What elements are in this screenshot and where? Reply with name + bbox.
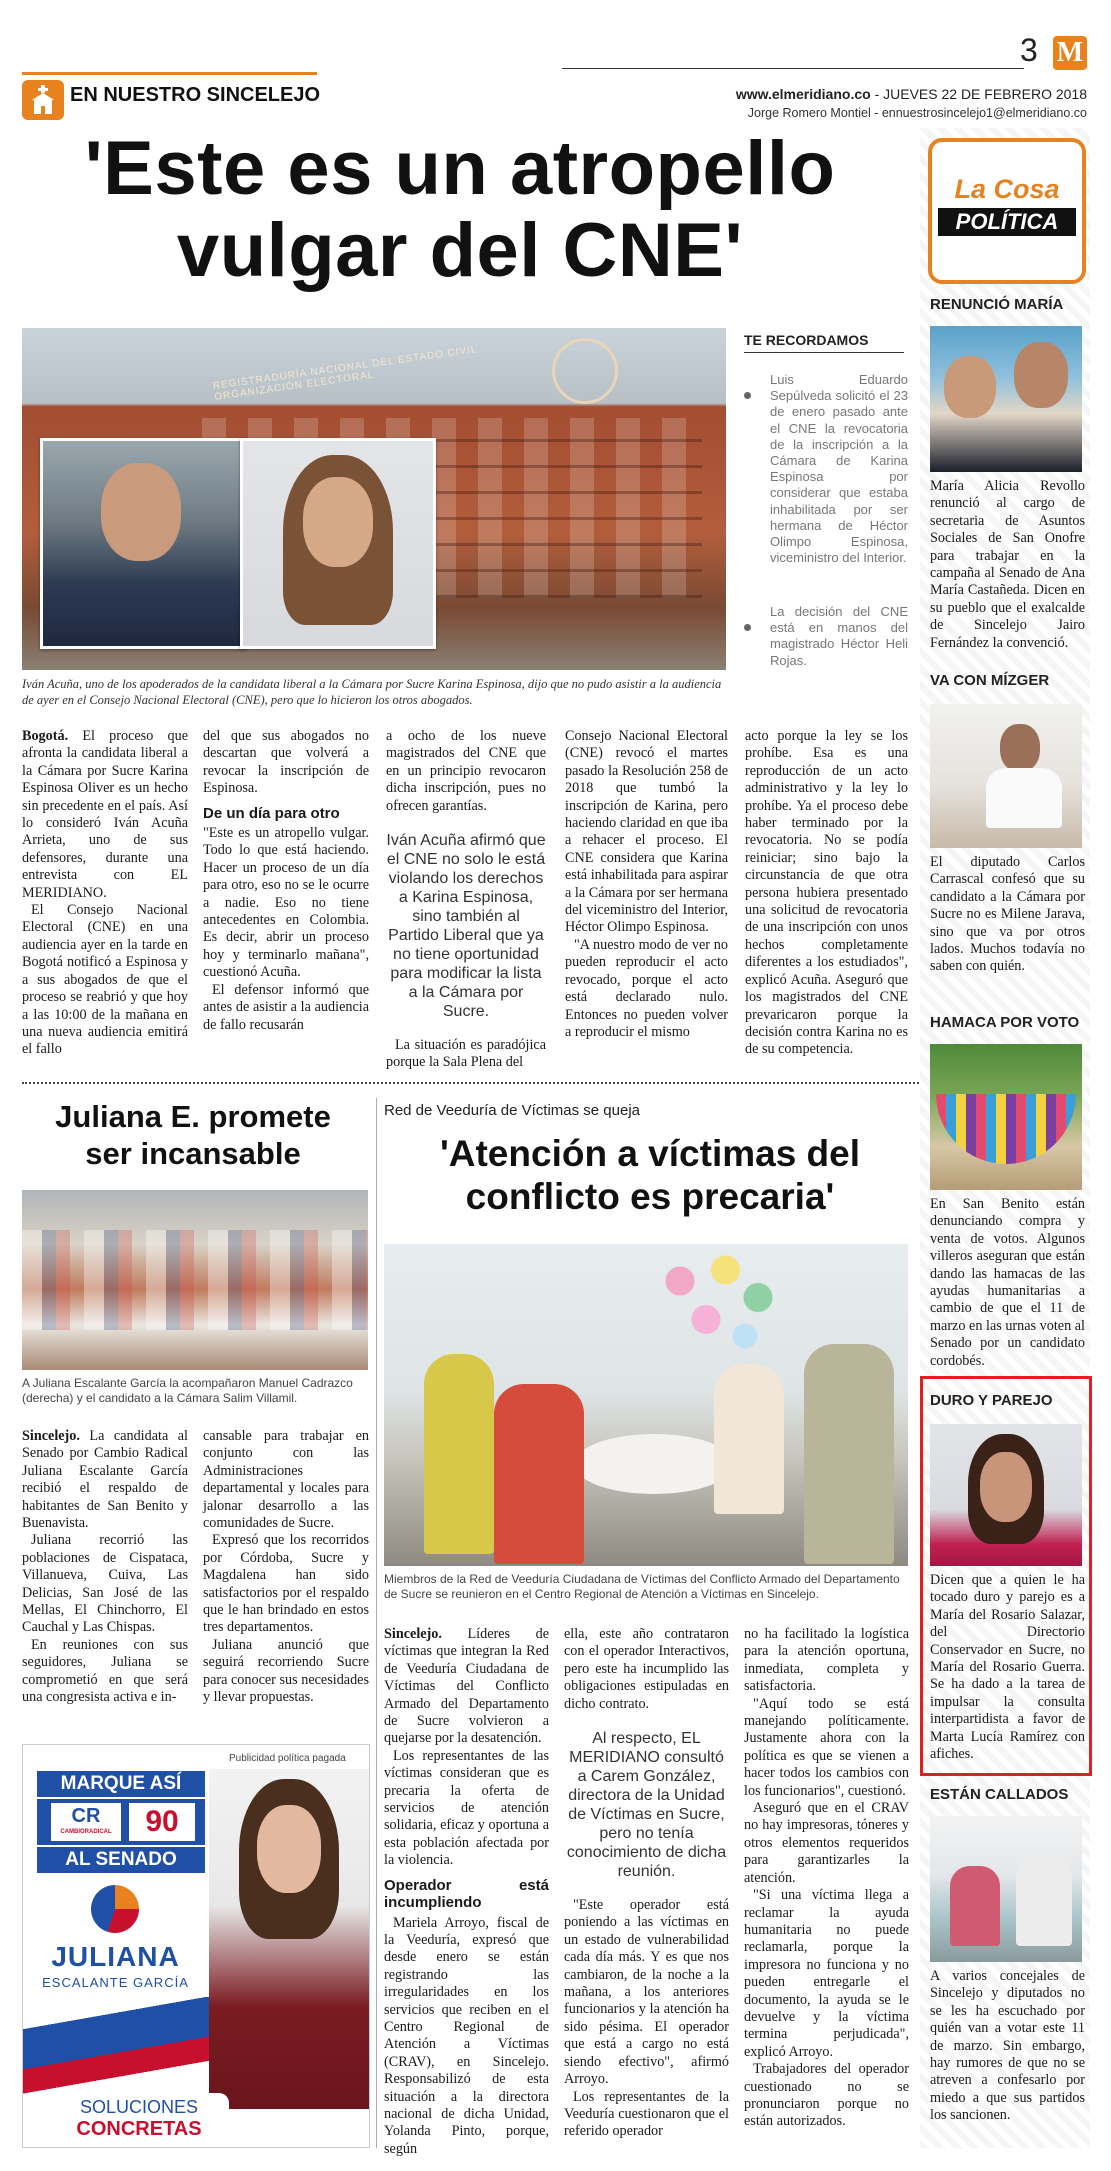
sidebar-photo-hamaca: [930, 1044, 1082, 1190]
sidebar-title-renuncio: RENUNCIÓ MARÍA: [930, 296, 1064, 313]
political-ad: [22, 1744, 370, 2148]
main-article-col-4: Consejo Nacional Electoral (CNE) revocó el martes pasado la Resolución 258 de 2018 que tumbó la inscripción de Karina, pero haciendo claridad en que iba a rehacer el proceso. El CNE considera que Karina está inhabilitada para aspirar a la Cámara por ser hermana del viceministro del Interior, Héctor Olimpo Espinosa. "A nuestro modo de ver no pueden reproducir el acto revocado, porque el acto está declarado nulo. Entonces no pueden volver a reproducir el mismo: [565, 728, 728, 1040]
cne-logo: [552, 338, 618, 404]
ad-ballot-box: [37, 1799, 205, 1845]
victimas-col-1: Sincelejo. Líderes de víctimas que integran la Red de Veeduría Ciudadana de Víctimas del Conflicto Armado del Departamento de Sucre volvieron a quejarse por la desatención. Los representantes de las víctimas consideran que es precaria la oferta de servicios de atención solidaria, eficaz y oportuna a esta población afectada por la violencia. Operador está incumpliendo Mariela Arroyo, fiscal de la Veeduría, expresó que desde enero se están registrando las irregularidades en los servicios que reciben en el Centro Regional de Atención a Víctimas (CRAV), en Sincelejo. Responsabilizó de esta situación a la directora nacional de dicha Unidad, Yolanda Pinto, porque, según: [384, 1626, 549, 2157]
juliana-headline: Juliana E. promete ser incansable: [55, 1099, 331, 1171]
main-article-col-1: Bogotá. El proceso que afronta la candidata liberal a la Cámara por Sucre Karina Espinosa Oliver es un hecho sin precedente en el país. Así lo consideró Iván Acuña Arrieta, uno de sus defensores, durante una entrevista con EL MERIDIANO. El Consejo Nacional Electoral (CNE) en una audiencia ayer en la tarde en Bogotá notificó a Espinosa y a sus abogados de que el proceso se reabrió y que hoy a las 10:00 de la mañana en una nueva audiencia emitirá el fallo: [22, 728, 188, 1058]
logo-line-2: POLÍTICA: [938, 208, 1076, 236]
ad-marque: MARQUE ASÍ: [37, 1771, 205, 1797]
la-cosa-politica-logo: [928, 138, 1086, 284]
main-article-col-3: a ocho de los nueve magistrados del CNE que en un principio revocaron dicha inscripción, pues no ofrecen garantías. Iván Acuña afirmó que el CNE no solo le está violando los derechos a Karina Espinosa, sino también al Partido Liberal que ya no tiene oportunidad para modificar la lista a la Cámara por Sucre. La situación es paradójica porque la Sala Plena del: [386, 728, 546, 1071]
dateline-sincelejo-2: Sincelejo.: [384, 1626, 442, 1642]
ad-slogan-box: [49, 2093, 229, 2145]
recordamos-title: TE RECORDAMOS: [744, 332, 869, 348]
pull-quote-acuna: Iván Acuña afirmó que el CNE no solo le está violando los derechos a Karina Espinosa, sino también al Partido Liberal que ya no tiene oportunidad para modificar la lista a la Cámara por Sucre.: [386, 832, 546, 1021]
headline-line-1: 'Este es un atropello: [84, 126, 836, 211]
recordamos-item-2: La decisión del CNE está en manos del magistrado Héctor Heli Rojas.: [770, 604, 908, 668]
hammock-stripes: [936, 1094, 1076, 1164]
recordamos-bullet-1: [744, 392, 751, 399]
headline-line-2: vulgar del CNE': [176, 208, 744, 293]
ad-concretas: CONCRETAS: [76, 2118, 202, 2140]
ad-candidate-name: JULIANA: [51, 1941, 180, 1972]
sidebar-title-mizger: VA CON MÍZGER: [930, 672, 1050, 689]
victimas-meeting-photo: [384, 1244, 908, 1566]
juliana-col-1: Sincelejo. La candidata al Senado por Cambio Radical Juliana Escalante García recibió el respaldo de habitantes de San Benito y Buenavista. Juliana recorrió las poblaciones de Cispataca, Villanueva, Cuiva, Las Delicias, San José de las Mellas, El Chinchorro, El Cauchal y Las Chispas. En reuniones con sus seguidores, Juliana se comprometió en que será una congresista activa e in-: [22, 1428, 188, 1706]
meeting-table: [574, 1434, 734, 1494]
subhead-operador: Operador está incumpliendo: [384, 1876, 549, 1912]
recordamos-bullet-2: [744, 624, 751, 631]
main-photo-caption: Iván Acuña, uno de los apoderados de la candidata liberal a la Cámara por Sucre Karina Espinosa, dijo que no pudo asistir a la audiencia de ayer en el Consejo Nacional Electoral (CNE), pero que lo hicieron los otros abogados.: [22, 677, 722, 707]
party-logo: CR: [71, 1805, 101, 1827]
ad-paid-label: Publicidad política pagada: [229, 1753, 346, 1764]
victimas-col-3: no ha facilitado la logística para la atención oportuna, inmediata, completa y satisfactoria. "Aquí todo se está manejando políticamente. Justamente ahora con la política es que se vienen a hacer todos los cambios con los funcionarios", cuestionó. Aseguró que en el CRAV no hay impresoras, tóneres y otros elementos requeridos para garantizarles la atención. "Si una víctima llega a reclamar la ayuda humanitaria no puede reclamarla, porque la impresora no funciona y no pueden entregarle el documento, la ayuda se le devuelve y la víctima termina perjudicada", explicó Arroyo. Trabajadores del operador cuestionado no se pronunciaron porque no están autorizados.: [744, 1626, 909, 2130]
dotted-divider: [22, 1082, 922, 1084]
victimas-kicker: Red de Veeduría de Víctimas se queja: [384, 1102, 640, 1119]
sidebar-text-callados: A varios concejales de Sincelejo y diputados no se les ha escuchado por quién van a votar este 11 de marzo. Sin embargo, hay rumores de que no se atreven a confesarlo por miedo a que sus partidos los sancionen.: [930, 1968, 1085, 2124]
cne-building-photo: [22, 328, 726, 670]
sidebar-photo-duro: [930, 1424, 1082, 1566]
ad-candidate-surname: ESCALANTE GARCÍA: [42, 1975, 189, 1990]
main-article-col-5: acto porque la ley se los prohíbe. Esa es una reproducción de un acto administrativo y la ley lo prohíbe. Ya el proceso debe haber terminado por la revocatoria. No se podía reiniciar; sino bajo la circunstancia de que otra persona hubiera presentado una solicitud de revocatoria de una inscripción con unos hechos completamente diferentes a los estudiados", explicó Acuña. Aseguró que los magistrados del CNE prevaricaron porque la decisión contra Karina no es de su competencia.: [745, 728, 908, 1058]
ad-candidate-photo: [209, 1769, 369, 2109]
logo-line-1: La Cosa: [954, 174, 1060, 204]
logo-letter: M: [1056, 37, 1084, 68]
meridiano-logo: [1053, 36, 1087, 70]
issue-date: - JUEVES 22 DE FEBRERO 2018: [874, 86, 1087, 102]
candidate-logo-icon: [91, 1885, 139, 1933]
ad-al-senado: AL SENADO: [37, 1847, 205, 1873]
sidebar-text-renuncio: María Alicia Revollo renunció al cargo de secretaria de Asuntos Sociales de San Onofre para trabajar en la campaña al Senado de Ana María Castañeda. Dicen en su pueblo que el exalcalde de Sincelejo Jairo Fernández la convenció.: [930, 478, 1085, 651]
recordamos-rule: [744, 352, 904, 353]
author-line: Jorge Romero Montiel - ennuestrosincelejo1@elmeridiano.co: [747, 106, 1087, 120]
section-label: EN NUESTRO SINCELEJO: [70, 84, 321, 106]
sidebar-title-callados: ESTÁN CALLADOS: [930, 1786, 1069, 1803]
sidebar-title-duro: DURO Y PAREJO: [930, 1392, 1053, 1409]
header-rule: [562, 68, 1024, 69]
juliana-rally-photo: [22, 1190, 368, 1370]
juliana-col-2: cansable para trabajar en conjunto con las Administraciones departamental y locales para jalonar desarrollo a las comunidades de Sucre. Expresó que los recorridos por Córdoba, Sucre y Magdalena han sido satisfactorios por el respaldo que le han brindado en estos tres departamentos. Juliana anunció que seguirá recorriendo Sucre para conocer sus necesidades y llevar propuestas.: [203, 1428, 369, 1706]
ad-soluciones: SOLUCIONES: [79, 2097, 199, 2117]
juliana-caption: A Juliana Escalante García la acompañaron Manuel Cadrazco (derecha) y el candidato a la Cámara Salim Villamil.: [22, 1376, 353, 1405]
balloons: [654, 1248, 784, 1358]
page-number: 3: [1020, 32, 1038, 68]
portrait-ivan-acuna: [40, 438, 246, 649]
party-name: CAMBIORADICAL: [60, 1829, 112, 1835]
victimas-headline: 'Atención a víctimas del conflicto es precaria': [439, 1133, 861, 1217]
church-icon: [22, 80, 64, 120]
ad-list-number: 90: [129, 1803, 195, 1841]
dateline-sincelejo: Sincelejo.: [22, 1428, 80, 1444]
sidebar-title-hamaca: HAMACA POR VOTO: [930, 1014, 1080, 1031]
victimas-caption: Miembros de la Red de Veeduría Ciudadana de Víctimas del Conflicto Armado del Departamento de Sucre se reunieron en el Centro Regional de Atención a Víctimas en Sincelejo.: [384, 1572, 900, 1601]
victimas-col-2: ella, este año contrataron con el operador Interactivos, pero este ha incumplido las obligaciones estipuladas en dicho contrato. Al respecto, EL MERIDIANO consultó a Carem González, directora de la Unidad de Víctimas en Sucre, pero no tenía conocimiento de dicha reunión. "Este operador está poniendo a las víctimas en un estado de vulnerabilidad cada día más. Y es que nos cambiaron, de la noche a la mañana, a los anteriores funcionarios y la atención ha sido pésima. El operador que está a cargo no está siendo efectivo", afirmó Arroyo. Los representantes de la Veeduría cuestionaron que el referido operador: [564, 1626, 729, 2140]
vertical-divider: [376, 1098, 377, 2148]
sidebar-photo-renuncio: [930, 326, 1082, 472]
dateline-bogota: Bogotá.: [22, 728, 69, 744]
sidebar-text-duro: Dicen que a quien le ha tocado duro y parejo es a María del Rosario Salazar, del Directorio Conservador en Sucre, no María del Rosario Guerra. Se ha dado a la tarea de impulsar la consulta interpartidista a favor de Marta Lucía Ramírez con afiches.: [930, 1572, 1085, 1763]
website-link[interactable]: www.elmeridiano.co: [735, 86, 871, 102]
sidebar-photo-callados: [930, 1816, 1082, 1962]
sidebar-text-mizger: El diputado Carlos Carrascal confesó que su candidato a la Cámara por Sucre no es Milene Jarava, sino que va por otros lados. Muchos todavía no saben con quién.: [930, 854, 1085, 975]
building-sign: REGISTRADURÍA NACIONAL DEL ESTADO CIVIL · ORGANIZACIÓN ELECTORAL: [212, 342, 486, 403]
dateline: [736, 86, 1087, 102]
subhead-un-dia: De un día para otro: [203, 804, 340, 822]
main-headline: [0, 128, 920, 292]
recordamos-item-1: Luis Eduardo Sepúlveda solicitó el 23 de enero pasado ante el CNE la revocatoria de la inscripción a la Cámara de Karina Espinosa por considerar que estaba inhabilitada por ser hermana de Héctor Olimpo Espinosa, viceministro del Interior.: [770, 372, 908, 566]
section-rule: [22, 72, 317, 75]
sidebar-text-hamaca: En San Benito están denunciando compra y venta de votos. Algunos villeros aseguran que están dando las hamacas de las ayudas humanitarias a cambio de que el 11 de marzo en las urnas voten al Senado por un candidato cordobés.: [930, 1196, 1085, 1369]
sidebar-photo-mizger: [930, 704, 1082, 848]
main-article-col-2: del que sus abogados no descartan que volverá a revocar la inscripción de Espinosa. De un día para otro "Este es un atropello vulgar. Todo lo que está haciendo. Hacer un proceso de un día para otro, eso no se le ocurre a nadie. Eso no tiene antecedentes en Colombia. Es decir, abrir un proceso hoy y terminarlo mañana", cuestionó Acuña. El defensor informó que antes de asistir a la audiencia de fallo recusarán: [203, 728, 369, 1033]
pull-quote-meridiano: Al respecto, EL MERIDIANO consultó a Carem González, directora de la Unidad de Víctimas en Sucre, pero no tenía conocimiento de dicha reunión.: [566, 1730, 727, 1881]
portrait-karina-espinosa: [240, 438, 436, 649]
